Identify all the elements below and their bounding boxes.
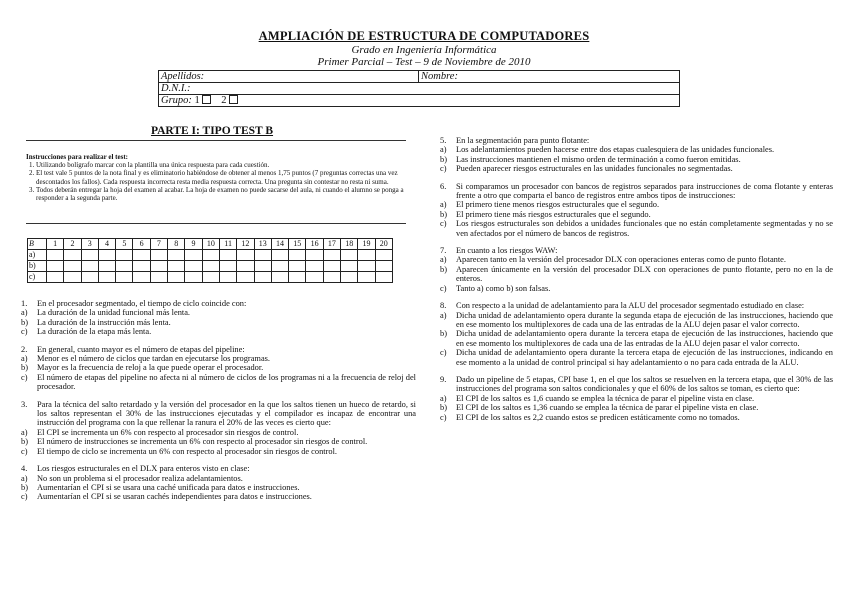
question	[440, 301, 833, 367]
nombre-label: Nombre:	[421, 71, 458, 82]
answer-option[interactable]	[440, 255, 833, 264]
option-letter: c)	[440, 164, 447, 174]
question-text: Dado un pipeline de 5 etapas, CPI base 1, en el que los saltos se resuelven en la tercera etapa, que el 30% de las instrucciones del programa son saltos condicionales y que el 60% de los saltos se toman, es cierto que:	[456, 374, 833, 394]
answer-cell[interactable]	[358, 272, 375, 283]
option-text: El número de etapas del pipeline no afecta ni al número de ciclos de los programas ni a la frecuencia de reloj del procesador.	[37, 372, 416, 392]
answer-cell[interactable]	[375, 261, 392, 272]
instruction-item: 2. El test vale 5 puntos de la nota final y es eliminatorio habiéndose de obtener al menos 1,75 puntos (7 preguntas correctas una vez descontados los fallos). Cada respuesta incorrecta resta media respuesta correcta. Una pregunta sin contestar no resta ni suma.	[36, 169, 406, 185]
answer-cell[interactable]	[271, 250, 288, 261]
answer-cell[interactable]	[47, 272, 64, 283]
answer-cell[interactable]	[98, 261, 115, 272]
option-text: Las instrucciones mantienen el mismo orden de terminación a como fueron emitidas.	[456, 154, 741, 164]
answer-cell[interactable]	[133, 261, 150, 272]
option-text: Aumentarían el CPI si se usaran cachés independientes para datos e instrucciones.	[37, 492, 312, 502]
option-letter: b)	[440, 264, 447, 274]
option-text: Dicha unidad de adelantamiento opera durante la segunda etapa de ejecución de las instrucciones, haciendo que en ese momento los multiplexores de cada una de las entradas de la ALU dejen pasar el valor correcto.	[456, 310, 833, 329]
option-letter: b)	[21, 317, 28, 327]
question-spacer	[440, 293, 833, 301]
answer-cell[interactable]	[271, 261, 288, 272]
question-spacer	[440, 238, 833, 246]
question-text: En el procesador segmentado, el tiempo de ciclo coincide con:	[37, 299, 247, 308]
option-text: Menor es el número de ciclos que tardan en ejecutarse los programas.	[37, 354, 271, 364]
answer-grid-column-number: 10	[202, 239, 219, 250]
answer-cell[interactable]	[219, 272, 236, 283]
option-letter: b)	[440, 154, 447, 164]
answer-cell[interactable]	[323, 250, 340, 261]
answer-grid-column-number: 18	[341, 239, 358, 250]
answer-option[interactable]	[440, 155, 833, 164]
question	[440, 136, 833, 174]
question-spacer	[440, 367, 833, 375]
answer-cell[interactable]	[254, 261, 271, 272]
answer-grid-column-number: 2	[64, 239, 81, 250]
question-text: Con respecto a la unidad de adelantamiento para la ALU del procesador segmentado estudiado en clase:	[456, 301, 805, 311]
question-stem	[21, 299, 416, 308]
answer-cell[interactable]	[375, 250, 392, 261]
grupo-1-label: 1	[194, 95, 200, 106]
answer-cell[interactable]	[341, 272, 358, 283]
question-stem	[440, 136, 833, 145]
option-text: El CPI de los saltos es 1,6 cuando se emplea la técnica de parar el pipeline vista en clase.	[456, 393, 755, 403]
question-number: 9.	[440, 374, 447, 384]
answer-cell[interactable]	[289, 250, 306, 261]
option-letter: b)	[440, 403, 447, 413]
answer-cell[interactable]	[237, 261, 254, 272]
answer-cell[interactable]	[219, 261, 236, 272]
answer-option[interactable]	[440, 311, 833, 330]
option-letter: a)	[440, 145, 447, 155]
instruction-item: 3. Todos deberán entregar la hoja del examen al acabar. La hoja de examen no puede sacarse del aula, ni cuando el alumno se ponga a responder a la segunda parte.	[36, 186, 406, 202]
answer-grid-column-number: 6	[133, 239, 150, 250]
answer-cell[interactable]	[116, 272, 133, 283]
answer-cell[interactable]	[341, 261, 358, 272]
answer-option[interactable]	[440, 164, 833, 173]
answer-cell[interactable]	[358, 261, 375, 272]
answer-grid-row-label: b)	[28, 261, 47, 272]
answer-option[interactable]	[440, 413, 833, 422]
answer-option[interactable]	[440, 210, 833, 219]
option-letter: c)	[440, 219, 447, 229]
option-text: Aparecen únicamente en la versión del procesador DLX con operaciones de punto flotante, pero no en la de enteros.	[456, 264, 833, 284]
answer-cell[interactable]	[150, 261, 167, 272]
answer-option[interactable]	[21, 363, 416, 372]
answer-option[interactable]	[21, 354, 416, 363]
question-text: Si comparamos un procesador con bancos de registros separados para instrucciones de coma flotante y enteras frente a otro que comparta el banco de registros entre ambos tipos de instrucciones:	[456, 181, 833, 201]
answer-cell[interactable]	[81, 261, 98, 272]
answer-cell[interactable]	[116, 250, 133, 261]
question-number: 8.	[440, 301, 447, 311]
section-heading-text: PARTE I: TIPO TEST B	[150, 125, 274, 137]
answer-option[interactable]	[21, 483, 416, 492]
instructions	[26, 153, 406, 202]
answer-cell[interactable]	[64, 250, 81, 261]
grupo-2-checkbox[interactable]	[229, 95, 238, 104]
question-text: En general, cuanto mayor es el número de etapas del pipeline:	[37, 344, 245, 354]
question-number: 6.	[440, 181, 447, 191]
answer-cell[interactable]	[150, 272, 167, 283]
option-text: El número de instrucciones se incrementa un 6% con respecto al procesador sin riesgos de control.	[37, 437, 368, 447]
option-letter: c)	[21, 492, 28, 502]
answer-cell[interactable]	[202, 272, 219, 283]
answer-option[interactable]	[440, 394, 833, 403]
option-letter: b)	[440, 209, 447, 219]
answer-cell[interactable]	[289, 261, 306, 272]
option-letter: c)	[440, 348, 447, 358]
answer-option[interactable]	[440, 284, 833, 293]
answer-grid-column-number: 11	[219, 239, 236, 250]
question-number: 7.	[440, 246, 447, 256]
option-text: Dicha unidad de adelantamiento opera durante la tercera etapa de ejecución de las instrucciones, indicando en ese momento a la unidad de control principal si hay adelantamiento o no para cada entrada de la ALU.	[456, 348, 833, 367]
answer-cell[interactable]	[306, 272, 323, 283]
question-stem	[21, 400, 416, 428]
answer-grid-row	[28, 272, 393, 283]
option-text: No son un problema si el procesador realiza adelantamientos.	[37, 473, 243, 483]
answer-cell[interactable]	[375, 272, 392, 283]
instructions-title: Instrucciones para realizar el test:	[26, 153, 128, 161]
option-text: Dicha unidad de adelantamiento opera durante la tercera etapa de ejecución de las instrucciones, haciendo que en ese momento los multiplexores de cada una de las entradas de la ALU dejen pasar el valor correcto.	[456, 329, 833, 348]
answer-grid-column-number: 20	[375, 239, 392, 250]
answer-option[interactable]	[440, 145, 833, 154]
section-heading	[0, 125, 424, 137]
question-text: Los riesgos estructurales en el DLX para enteros visto en clase:	[37, 464, 250, 474]
option-text: Los riesgos estructurales son debidos a unidades funcionales que no están completamente segmentadas y no se ven afectados por el número de bancos de registros.	[456, 219, 833, 238]
question-stem	[21, 345, 416, 354]
answer-option[interactable]	[440, 200, 833, 209]
option-letter: a)	[440, 310, 447, 320]
answer-cell[interactable]	[81, 272, 98, 283]
option-letter: c)	[21, 372, 28, 382]
question	[440, 246, 833, 293]
answer-cell[interactable]	[98, 250, 115, 261]
nombre-field[interactable]	[419, 71, 680, 83]
option-letter: a)	[21, 473, 28, 483]
answer-option[interactable]	[21, 428, 416, 437]
instruction-item: 1. Utilizando bolígrafo marcar con la plantilla una única respuesta para cada cuestión.	[36, 161, 406, 169]
question	[21, 400, 416, 456]
option-text: El CPI de los saltos es 2,2 cuando estos se predicen estáticamente como no tomados.	[456, 412, 740, 422]
answer-cell[interactable]	[271, 272, 288, 283]
answer-grid-column-number: 4	[98, 239, 115, 250]
answer-cell[interactable]	[219, 250, 236, 261]
question-number: 2.	[21, 344, 28, 354]
answer-grid-header-row	[28, 239, 393, 250]
apellidos-field[interactable]	[159, 71, 419, 83]
question-stem	[440, 375, 833, 394]
question	[440, 375, 833, 422]
answer-option[interactable]	[21, 492, 416, 501]
answer-cell[interactable]	[237, 250, 254, 261]
answer-option[interactable]	[440, 329, 833, 348]
question	[21, 464, 416, 502]
answer-option[interactable]	[440, 219, 833, 238]
option-letter: b)	[440, 329, 447, 339]
option-letter: b)	[21, 482, 28, 492]
answer-grid-row	[28, 250, 393, 261]
answer-option[interactable]	[21, 437, 416, 446]
question-spacer	[21, 392, 416, 400]
answer-cell[interactable]	[168, 250, 185, 261]
option-text: El primero tiene más riesgos estructurales que el segundo.	[456, 209, 651, 219]
question-spacer	[21, 456, 416, 464]
option-letter: a)	[440, 393, 447, 403]
question	[440, 182, 833, 238]
exam-title: AMPLIACIÓN DE ESTRUCTURA DE COMPUTADORES	[258, 29, 590, 43]
option-text: Tanto a) como b) son falsas.	[456, 283, 551, 293]
grupo-2-label: 2	[221, 95, 227, 106]
option-text: El tiempo de ciclo se incrementa un 6% con respecto al procesador sin riesgos de control.	[37, 446, 338, 456]
divider	[26, 140, 406, 141]
question	[21, 299, 416, 337]
question	[21, 345, 416, 392]
answer-grid-column-number: 8	[168, 239, 185, 250]
answer-cell[interactable]	[289, 272, 306, 283]
answer-cell[interactable]	[202, 261, 219, 272]
option-letter: a)	[21, 354, 28, 364]
answer-cell[interactable]	[202, 250, 219, 261]
option-text: Los adelantamientos pueden hacerse entre dos etapas cualesquiera de las unidades funcionales.	[456, 145, 775, 155]
answer-grid-column-number: 15	[289, 239, 306, 250]
answer-grid-row-label: a)	[28, 250, 47, 261]
option-text: Mayor es la frecuencia de reloj a la que puede operar el procesador.	[37, 363, 264, 373]
option-text: La duración de la unidad funcional más lenta.	[37, 308, 191, 318]
option-letter: b)	[21, 437, 28, 447]
answer-grid-column-number: 3	[81, 239, 98, 250]
grupo-label: Grupo:	[161, 95, 192, 106]
answer-grid-column-number: 5	[116, 239, 133, 250]
answer-cell[interactable]	[150, 250, 167, 261]
option-text: Pueden aparecer riesgos estructurales en las unidades funcionales no segmentadas.	[456, 164, 733, 174]
answer-cell[interactable]	[254, 250, 271, 261]
answer-option[interactable]	[21, 447, 416, 456]
answer-grid-column-number: 14	[271, 239, 288, 250]
answer-grid-column-number: 13	[254, 239, 271, 250]
answer-cell[interactable]	[341, 250, 358, 261]
option-text: Aumentarían el CPI si se usara una caché unificada para datos e instrucciones.	[37, 482, 300, 492]
answer-cell[interactable]	[133, 250, 150, 261]
answer-cell[interactable]	[47, 261, 64, 272]
option-text: La duración de la instrucción más lenta.	[37, 317, 171, 327]
option-letter: c)	[440, 412, 447, 422]
answer-grid-column-number: 12	[237, 239, 254, 250]
answer-cell[interactable]	[306, 250, 323, 261]
answer-grid-column-number: 1	[47, 239, 64, 250]
answer-option[interactable]	[440, 403, 833, 412]
answer-cell[interactable]	[98, 272, 115, 283]
answer-option[interactable]	[440, 265, 833, 284]
option-letter: a)	[21, 308, 28, 318]
instructions-list	[26, 161, 406, 202]
answer-cell[interactable]	[64, 261, 81, 272]
answer-cell[interactable]	[116, 261, 133, 272]
option-text: El CPI se incrementa un 6% con respecto al procesador sin riesgos de control.	[37, 427, 299, 437]
question-number: 1.	[21, 299, 28, 308]
answer-grid	[27, 238, 393, 283]
question-text: Para la técnica del salto retardado y la versión del procesador en la que los saltos tienen un hueco de retardo, si los saltos representan el 30% de las instrucciones ejecutadas y el compilador es incapaz de encontrar una instrucción del programa con la que rellenar la ranura el 20% de las veces es cierto que:	[37, 399, 416, 428]
answer-option[interactable]	[21, 327, 416, 336]
answer-cell[interactable]	[47, 250, 64, 261]
answer-option[interactable]	[440, 348, 833, 367]
question-text: En cuanto a los riesgos WAW:	[456, 246, 558, 256]
question-stem	[440, 182, 833, 201]
question-number: 3.	[21, 399, 28, 409]
exam-subtitle: Grado en Ingeniería Informática	[351, 44, 497, 56]
option-text: La duración de la etapa más lenta.	[37, 327, 152, 337]
answer-cell[interactable]	[237, 272, 254, 283]
question-number: 5.	[440, 136, 447, 145]
answer-cell[interactable]	[64, 272, 81, 283]
grupo-field	[159, 95, 680, 107]
question-number: 4.	[21, 464, 28, 474]
student-info-table	[158, 70, 680, 107]
answer-option[interactable]	[21, 318, 416, 327]
answer-cell[interactable]	[168, 272, 185, 283]
answer-grid-column-number: 16	[306, 239, 323, 250]
answer-grid-column-number: 17	[323, 239, 340, 250]
answer-cell[interactable]	[185, 261, 202, 272]
grupo-1-checkbox[interactable]	[202, 95, 211, 104]
question-spacer	[440, 174, 833, 182]
answer-grid-column-number: 7	[150, 239, 167, 250]
answer-cell[interactable]	[133, 272, 150, 283]
exam-date: Primer Parcial – Test – 9 de Noviembre de 2010	[317, 56, 531, 68]
option-letter: a)	[21, 427, 28, 437]
dni-label: D.N.I.:	[161, 83, 191, 94]
answer-option[interactable]	[21, 308, 416, 317]
question-text: En la segmentación para punto flotante:	[456, 136, 590, 145]
answer-cell[interactable]	[323, 261, 340, 272]
divider	[26, 223, 406, 224]
answer-cell[interactable]	[185, 272, 202, 283]
answer-cell[interactable]	[254, 272, 271, 283]
option-letter: c)	[21, 446, 28, 456]
option-text: El CPI de los saltos es 1,36 cuando se emplea la técnica de parar el pipeline vista en clase.	[456, 403, 759, 413]
answer-grid-row-label: c)	[28, 272, 47, 283]
option-text: El primero tiene menos riesgos estructurales que el segundo.	[456, 200, 660, 210]
dni-field[interactable]	[159, 83, 680, 95]
answer-grid-corner: B	[28, 239, 47, 250]
question-stem	[21, 464, 416, 473]
answer-cell[interactable]	[358, 250, 375, 261]
answer-option[interactable]	[21, 474, 416, 483]
question-stem	[440, 301, 833, 310]
answer-grid-column-number: 9	[185, 239, 202, 250]
option-text: Aparecen tanto en la versión del procesador DLX con operaciones enteras como de punto flotante.	[456, 255, 786, 265]
answer-grid-row	[28, 261, 393, 272]
answer-grid-column-number: 19	[358, 239, 375, 250]
question-spacer	[21, 337, 416, 345]
answer-cell[interactable]	[168, 261, 185, 272]
answer-cell[interactable]	[323, 272, 340, 283]
answer-cell[interactable]	[185, 250, 202, 261]
apellidos-label: Apellidos:	[161, 71, 205, 82]
answer-option[interactable]	[21, 373, 416, 392]
option-letter: b)	[21, 363, 28, 373]
option-letter: c)	[21, 327, 28, 337]
questions-left-column	[21, 299, 416, 502]
option-letter: a)	[440, 255, 447, 265]
question-stem	[440, 246, 833, 255]
option-letter: a)	[440, 200, 447, 210]
questions-right-column	[440, 136, 833, 422]
answer-cell[interactable]	[81, 250, 98, 261]
answer-cell[interactable]	[306, 261, 323, 272]
option-letter: c)	[440, 283, 447, 293]
